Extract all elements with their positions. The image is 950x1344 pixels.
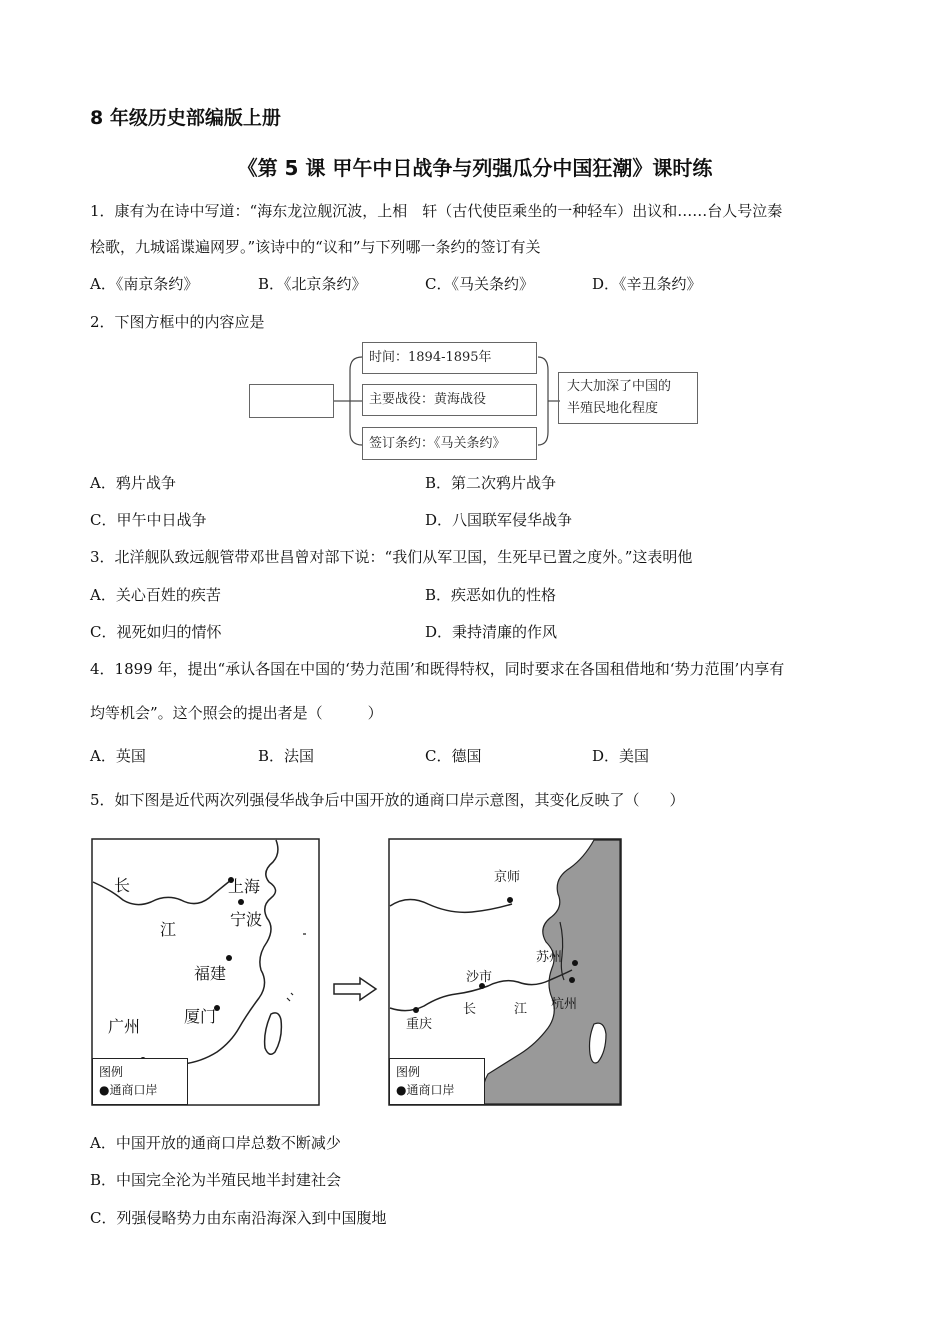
- map-right-label-suzhou: 苏州: [536, 950, 563, 965]
- map-left-label-shanghai: 上海: [228, 877, 261, 896]
- q3-stem: 3．北洋舰队致远舰管带邓世昌曾对部下说：“我们从军卫国，生死早已置之度外。”这表明他: [90, 548, 693, 566]
- q3-option-d[interactable]: D．秉持清廉的作风: [425, 623, 558, 641]
- time-box: 时间：1894-1895年: [362, 342, 537, 374]
- map-right-legend-item: ●通商口岸: [396, 1083, 455, 1097]
- map-left-legend: [92, 1058, 188, 1105]
- q2-option-c[interactable]: C．甲午中日战争: [90, 511, 207, 529]
- q5-option-a[interactable]: A．中国开放的通商口岸总数不断减少: [90, 1134, 341, 1152]
- q5-option-c[interactable]: C．列强侵略势力由东南沿海深入到中国腹地: [90, 1209, 387, 1227]
- q5-stem: 5．如下图是近代两次列强侵华战争后中国开放的通商口岸示意图，其变化反映了（ ）: [90, 791, 685, 809]
- q3-option-a[interactable]: A．关心百姓的疾苦: [90, 586, 221, 604]
- treaty-box: 签订条约：《马关条约》: [362, 427, 537, 460]
- battle-box: 主要战役：黄海战役: [362, 384, 537, 416]
- q3-option-b[interactable]: B．疾恶如仇的性格: [425, 586, 557, 604]
- q1-option-b[interactable]: B．《北京条约》: [258, 275, 367, 293]
- q4-stem-line1: 4．1899 年，提出“承认各国在中国的‘势力范围’和既得特权，同时要求在各国租借地和‘势力范围’内享有: [90, 660, 785, 678]
- map-right-label-chang: 长: [463, 1002, 477, 1017]
- q4-option-b[interactable]: B．法国: [258, 747, 315, 765]
- grade-heading: 8 年级历史部编版上册: [90, 107, 281, 129]
- answer-blank-box: [249, 384, 334, 418]
- q1-stem-line2: 桧歌，九城谣谍遍网罗。”该诗中的“议和”与下列哪一条约的签订有关: [90, 238, 541, 256]
- q2-option-b[interactable]: B．第二次鸦片战争: [425, 474, 557, 492]
- result-line-1: 大大加深了中国的: [567, 379, 672, 394]
- port-dot-icon: ●: [396, 1083, 407, 1097]
- q4-option-d[interactable]: D．美国: [592, 747, 650, 765]
- map-left-label-chang: 长: [114, 876, 131, 895]
- map-right-label-chongqing: 重庆: [406, 1017, 433, 1032]
- map-left-legend-item: ●通商口岸: [99, 1083, 158, 1097]
- map-left-label-fujian: 福建: [194, 964, 227, 983]
- map-right-legend: [389, 1058, 485, 1105]
- right-arrow-icon: [332, 976, 378, 1002]
- result-line-2: 半殖民地化程度: [567, 401, 659, 416]
- q4-option-a[interactable]: A．英国: [90, 747, 146, 765]
- q1-option-d[interactable]: D．《辛丑条约》: [592, 275, 702, 293]
- map-right-label-jiang: 江: [514, 1002, 528, 1017]
- result-box: [558, 372, 698, 424]
- q2-option-a[interactable]: A．鸦片战争: [90, 474, 176, 492]
- map-left-label-guangzhou: 广州: [108, 1017, 141, 1036]
- port-dot-icon: ●: [99, 1083, 110, 1097]
- map-right-legend-title: 图例: [396, 1065, 421, 1079]
- map-left-label-ningbo: 宁波: [230, 910, 263, 929]
- q4-option-c[interactable]: C．德国: [425, 747, 482, 765]
- q1-option-a[interactable]: A．《南京条约》: [90, 275, 199, 293]
- lesson-title: 《第 5 课 甲午中日战争与列强瓜分中国狂潮》课时练: [237, 156, 713, 180]
- map-right-label-hangzhou: 杭州: [551, 997, 578, 1012]
- map-left-legend-title: 图例: [99, 1065, 124, 1079]
- map-left-label-xiamen: 厦门: [184, 1007, 217, 1026]
- q3-option-c[interactable]: C．视死如归的情怀: [90, 623, 222, 641]
- q5-option-b[interactable]: B．中国完全沦为半殖民地半封建社会: [90, 1171, 342, 1189]
- q1-option-c[interactable]: C．《马关条约》: [425, 275, 534, 293]
- map-right-label-jingshi: 京师: [494, 870, 521, 885]
- map-right-label-shashi: 沙市: [466, 970, 493, 985]
- q2-stem: 2．下图方框中的内容应是: [90, 313, 265, 331]
- q1-stem-line1: 1．康有为在诗中写道：“海东龙泣舰沉波，上相 轩（古代使臣乘坐的一种轻车）出议和……台人号泣秦: [90, 202, 783, 220]
- q2-option-d[interactable]: D．八国联军侵华战争: [425, 511, 573, 529]
- q4-stem-line2: 均等机会”。这个照会的提出者是（ ）: [90, 704, 383, 722]
- map-left-label-jiang: 江: [160, 920, 177, 939]
